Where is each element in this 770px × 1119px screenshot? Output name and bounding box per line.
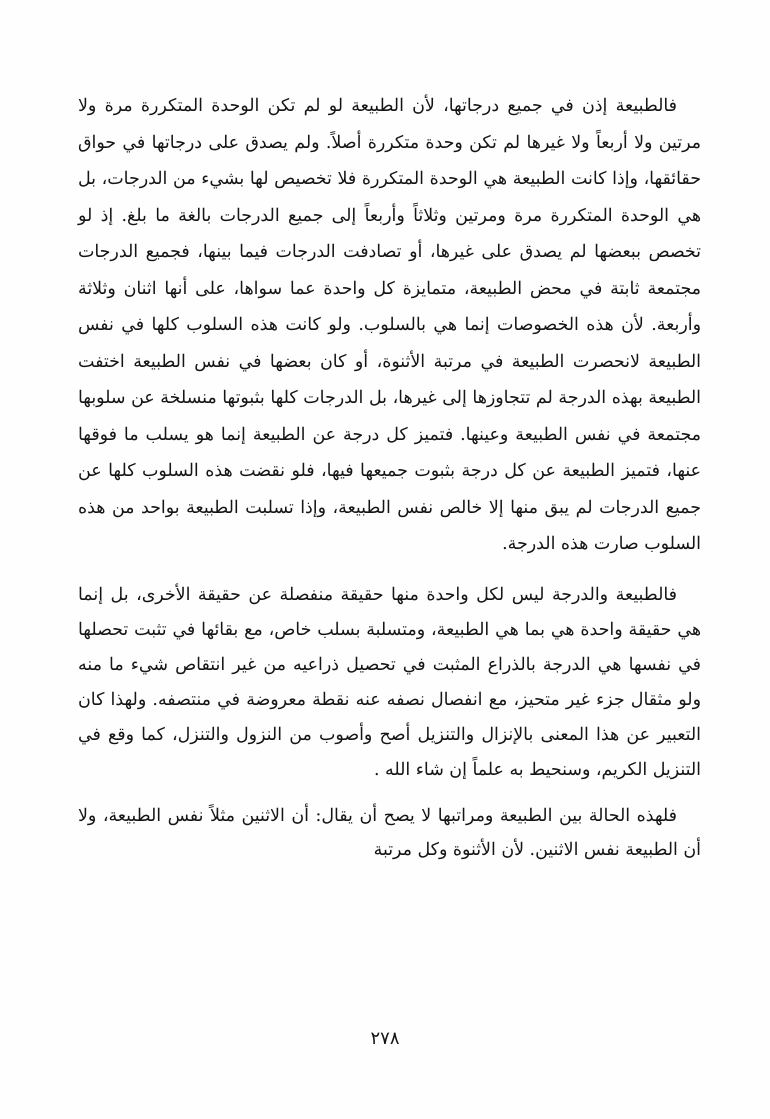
body-text: [78, 88, 701, 867]
paragraph-1: فالطبيعة إذن في جميع درجاتها، لأن الطبيعة لو لم تكن الوحدة المتكررة مرة ولا مرتين ولا أربعاً ولا غيرها لم تكن وحدة متكررة أصلاً. ولم يصدق على درجاتها في حواق حقائقها، وإذا كانت الطبيعة هي الوحدة المتكررة فلا تخصيص لها بشيء من الدرجات، بل هي الوحدة المتكررة مرة ومرتين وثلاثاً وأربعاً إلى جميع الدرجات بالغة ما بلغ. إذ لو تخصص ببعضها لم يصدق على غيرها، أو تصادفت الدرجات فيما بينها، فجميع الدرجات مجتمعة ثابتة في محض الطبيعة، متمايزة كل واحدة عما سواها، على أنها اثنان وثلاثة وأربعة. لأن هذه الخصوصات إنما هي بالسلوب. ولو كانت هذه السلوب كلها في نفس الطبيعة لانحصرت الطبيعة في مرتبة الأثنوة، أو كان بعضها في نفس الطبيعة اختفت الطبيعة بهذه الدرجة لم تتجاوزها إلى غيرها، بل الدرجات كلها بثبوتها منسلخة عن سلوبها مجتمعة في نفس الطبيعة وعينها. فتميز كل درجة عن الطبيعة إنما هو يسلب ما فوقها عنها، فتميز الطبيعة عن كل درجة بثبوت جميعها فيها، فلو نقضت هذه السلوب كلها عن جميع الدرجات لم يبق منها إلا خالص نفس الطبيعة، وإذا تسلبت الطبيعة بواحد من هذه السلوب صارت هذه الدرجة.: [78, 96, 701, 554]
paragraph-3: فلهذه الحالة بين الطبيعة ومراتبها لا يصح أن يقال: أن الاثنين مثلاً نفس الطبيعة، ولا أن الطبيعة نفس الاثنين. لأن الأثنوة وكل مرتبة: [78, 805, 701, 860]
page-number: ٢٧٨: [370, 1028, 400, 1049]
paragraph-2: فالطبيعة والدرجة ليس لكل واحدة منها حقيقة منفصلة عن حقيقة الأخرى، بل إنما هي حقيقة واحدة هي بما هي الطبيعة، ومتسلبة بسلب خاص، مع بقائها في تثبت تحصلها في نفسها هي الدرجة بالذراع المثبت في تحصيل ذراعيه من غير انتقاص شيء ما منه ولو مثقال جزء غير متحيز، مع انفصال نصفه عنه نقطة معروضة في منتصفه. ولهذا كان التعبير عن هذا المعنى بالإنزال والتنزيل أصح وأصوب من النزول والتنزل، كما وقع في التنزيل الكريم، وسنحيط به علماً إن شاء الله .: [78, 584, 701, 780]
